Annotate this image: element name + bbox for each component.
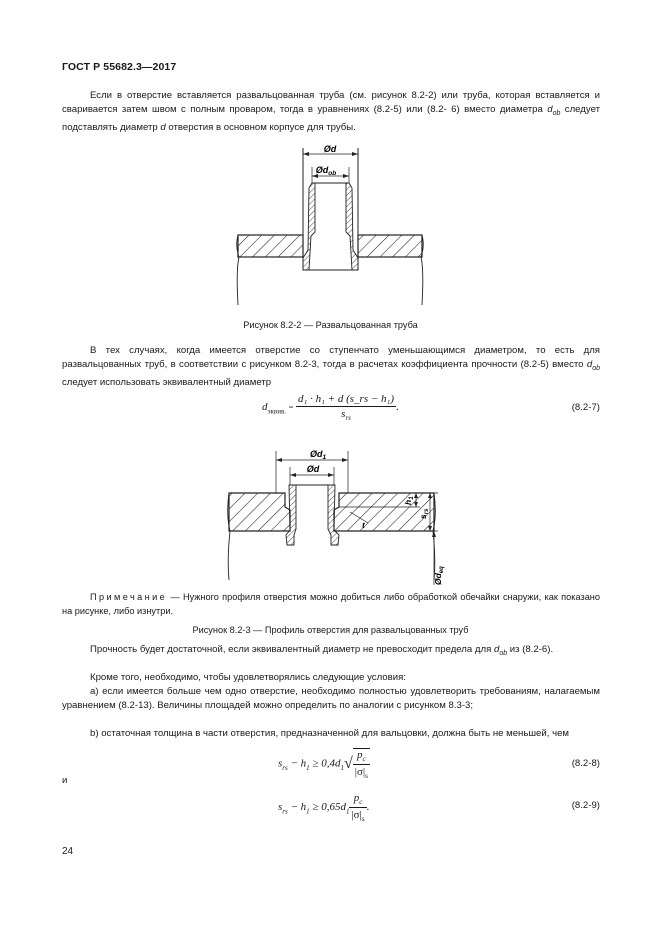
fig2-shell-right	[334, 493, 434, 531]
equation-8-2-9-number: (8.2-9)	[571, 800, 600, 811]
tube-wall-right	[346, 183, 358, 270]
para1-text-c: отверстия в основном корпусе для трубы.	[165, 122, 356, 134]
equation-8-2-8: $s_{rs} - h_1 \ge 0,4d_1√$ $\frac{p_c}{|\sigma|_s}$	[278, 749, 368, 781]
figure1-caption: Рисунок 8.2-2 — Развальцованная труба	[243, 320, 418, 330]
page-number: 24	[62, 846, 74, 857]
para1-text-b: следует подставлять диаметр	[62, 104, 601, 134]
fig2-label-srs: $s_{rs}$	[418, 508, 430, 519]
figure-expanded-tube	[0, 140, 661, 320]
tube-wall-left	[303, 183, 315, 270]
shell-plate-left	[238, 235, 303, 257]
eq1-equals: =	[288, 403, 294, 413]
para2-var-sub: ob	[592, 365, 600, 373]
eq1-tail: .	[396, 401, 399, 414]
paragraph-condition-a: a) если имеется больше чем одно отверстие, необходимо полностью удовлетворить требованиям, налагаемым уравнением (8.2-13). Величины площадей можно определить по аналогии с рисунком 8.3-3;	[62, 686, 600, 712]
paragraph-tube-insert	[62, 89, 600, 136]
para3-text-a: Прочность будет достаточной, если эквивалентный диаметр не превосходит предела для	[90, 644, 494, 655]
para1-text-a: Если в отверстие вставляется развальцованная труба (см. рисунок 8.2-2) или труба, которая вставляется и сваривается затем швом с полным проваром, тогда в уравнениях (8.2-5) или (8.2- 6) вместо диаметра	[62, 90, 600, 116]
para1-var-d2: d	[160, 122, 166, 134]
note-text: — Нужного профиля отверстия можно добиться либо обработкой обечайки снаружи, как показано на рисунке, либо изнутри.	[62, 592, 600, 616]
note-label: Примечание	[90, 592, 168, 602]
conjunction-and: и	[62, 775, 68, 786]
paragraph-conditions: Кроме того, необходимо, чтобы удовлетворялись следующие условия:	[90, 672, 406, 683]
para3-var-d: d	[493, 644, 500, 655]
figure-hole-profile	[0, 445, 661, 595]
para3-var-sub: ob	[499, 649, 508, 657]
fig1-label-d: Ød	[323, 144, 337, 154]
eq1-lhs: d	[262, 401, 268, 414]
figure2-caption: Рисунок 8.2-3 — Профиль отверстия для развальцованных труб	[192, 625, 469, 635]
eq1-numerator: d₁ · h₁ + d (s_rs − h₁)	[298, 393, 395, 405]
eq1-lhs-sub: эквив.	[267, 407, 287, 416]
paragraph-strength	[62, 643, 600, 661]
paragraph-condition-b: b) остаточная толщина в части отверстия, предназначенной для вальцовки, должна быть не меньшей, чем	[90, 728, 570, 739]
equation-8-2-7-number: (8.2-7)	[571, 402, 600, 413]
fig2-shell-left	[229, 493, 290, 531]
fig2-label-t: t	[362, 520, 365, 530]
equation-8-2-8-number: (8.2-8)	[571, 758, 600, 769]
para2-text-b: следует использовать эквивалентный диаметр	[62, 377, 272, 389]
fig2-label-deq: $Ød_{eq}$	[433, 566, 445, 585]
para1-var-sub: ob	[552, 110, 561, 118]
shell-plate-right	[358, 235, 422, 257]
para2-text-a: В тех случаях, когда имеется отверстие со ступенчато уменьшающимся диаметром, то есть для развальцованных труб, в соответствии с рисунком 8.2-3, тогда в расчетах коэффициента прочности (8.2-5) вместо	[62, 345, 600, 371]
fig1-label-dob: $Ød_{ob}$	[315, 165, 337, 177]
para1-var-d: d	[547, 104, 553, 116]
document-header: ГОСТ Р 55682.3—2017	[62, 61, 177, 73]
fig2-label-h1: $h_1$	[403, 496, 415, 505]
fig2-label-d: Ød	[306, 464, 320, 474]
figure-note	[62, 591, 600, 618]
paragraph-stepped-hole	[62, 344, 600, 391]
fig2-label-d1: $Ød_1$	[309, 449, 327, 461]
para2-var-d: d	[586, 359, 593, 371]
eq1-denominator: $s_{rs}$	[341, 408, 351, 423]
equation-8-2-7	[262, 393, 399, 422]
para3-text-b: из (8.2-6).	[507, 644, 554, 655]
equation-8-2-9: $s_{rs} - h_1 \ge 0,65d_1$ $\frac{p_c}{|\sigma|_s}$ .	[278, 792, 370, 824]
